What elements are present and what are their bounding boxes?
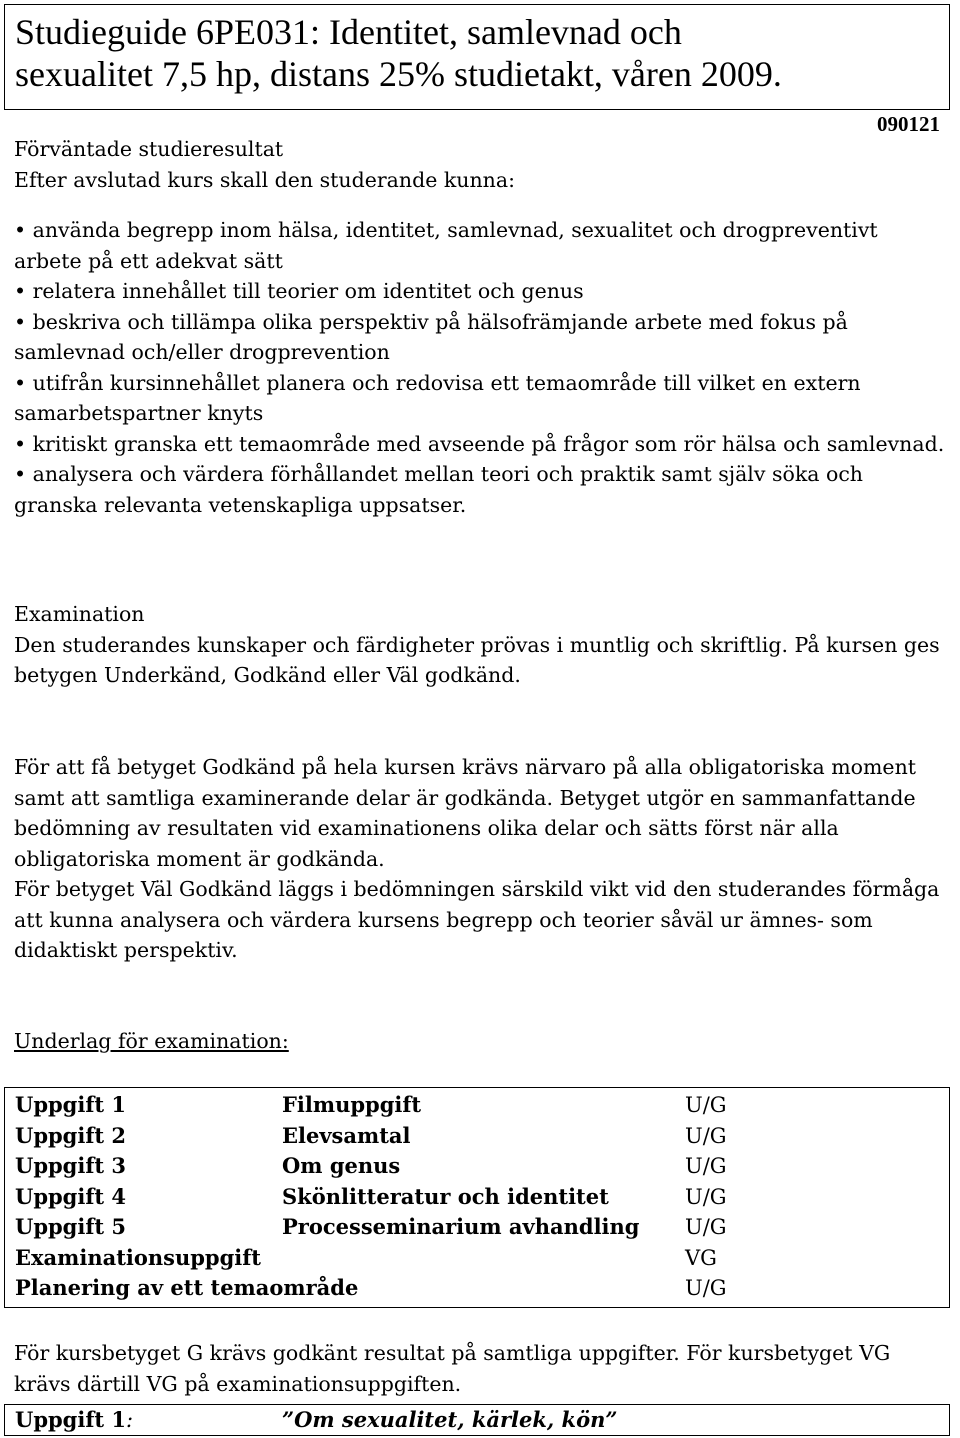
task1-label bbox=[15, 1405, 133, 1435]
task-grade: U/G bbox=[685, 1093, 727, 1117]
task-grade: U/G bbox=[685, 1215, 727, 1239]
table-row bbox=[5, 1121, 949, 1152]
task-grade: VG bbox=[685, 1245, 717, 1270]
task-label: Uppgift 3 bbox=[15, 1153, 126, 1178]
task-label: Uppgift 4 bbox=[15, 1183, 126, 1209]
task1-header-box bbox=[4, 1404, 950, 1436]
list-item: • analysera och värdera förhållandet mellan teori och praktik samt själv söka och granska relevanta vetenskapliga uppsatser. bbox=[14, 459, 949, 520]
task-label: Planering av ett temaområde bbox=[15, 1275, 359, 1300]
list-item: • utifrån kursinnehållet planera och redovisa ett temaområde till vilket en extern samarbetspartner knyts bbox=[14, 368, 949, 429]
outcomes-list-section bbox=[14, 215, 949, 520]
task-label: Uppgift 5 bbox=[15, 1214, 126, 1239]
list-item: • använda begrepp inom hälsa, identitet, samlevnad, sexualitet och drogpreventivt arbete på ett adekvat sätt bbox=[14, 215, 949, 276]
outcomes-list bbox=[14, 215, 949, 520]
task-name: Processeminarium avhandling bbox=[282, 1214, 640, 1239]
task1-title: ”Om sexualitet, kärlek, kön” bbox=[282, 1407, 618, 1432]
outcomes-heading: Förväntade studieresultat bbox=[14, 137, 284, 161]
outcomes-intro: Efter avslutad kurs skall den studerande kunna: bbox=[14, 167, 516, 192]
table-row bbox=[5, 1182, 949, 1213]
underlag-section bbox=[14, 1026, 949, 1057]
list-item: • relatera innehållet till teorier om identitet och genus bbox=[14, 276, 949, 307]
grading-note-section bbox=[14, 1338, 949, 1399]
document-title-box bbox=[4, 4, 950, 110]
table-row bbox=[5, 1212, 949, 1243]
task-grade: U/G bbox=[685, 1276, 727, 1300]
list-item: • kritiskt granska ett temaområde med avseende på frågor som rör hälsa och samlevnad. bbox=[14, 429, 949, 460]
document-date: 090121 bbox=[877, 112, 940, 136]
task-grade: U/G bbox=[685, 1184, 727, 1209]
task-name: Elevsamtal bbox=[282, 1122, 411, 1148]
grading-note: För kursbetyget G krävs godkänt resultat på samtliga uppgifter. För kursbetyget VG krävs därtill VG på examinationsuppgiften. bbox=[14, 1341, 891, 1396]
examination-heading: Examination bbox=[14, 602, 145, 626]
underlag-heading: Underlag för examination: bbox=[14, 1029, 289, 1053]
examination-paragraph-1: Den studerandes kunskaper och färdigheter prövas i muntlig och skriftlig. På kursen ges betygen Underkänd, Godkänd eller Väl godkänd. bbox=[14, 632, 940, 687]
table-row bbox=[5, 1273, 949, 1304]
outcomes-section bbox=[14, 134, 949, 195]
task1-colon: : bbox=[126, 1408, 134, 1432]
table-row bbox=[5, 1090, 949, 1121]
examination-paragraph-2: För att få betyget Godkänd på hela kursen krävs närvaro på alla obligatoriska moment samt att samtliga examinerande delar är godkända. Betyget utgör en sammanfattande bedömning av resultaten vid examinationens olika delar och sätts först när alla obligatoriska moment är godkända. bbox=[14, 755, 917, 871]
grading-criteria-section bbox=[14, 752, 949, 966]
examination-paragraph-3: För betyget Väl Godkänd läggs i bedömningen särskild vikt vid den studerandes förmåga att kunna analysera och värdera kursens begrepp och teorier såväl ur ämnes- som didaktiskt perspektiv. bbox=[14, 877, 940, 962]
task1-label-text: Uppgift 1 bbox=[15, 1407, 126, 1432]
task-name: Om genus bbox=[282, 1153, 401, 1178]
examination-section bbox=[14, 599, 949, 691]
document-title-line-1: Studieguide 6PE031: Identitet, samlevnad och bbox=[15, 12, 682, 52]
task-label: Uppgift 1 bbox=[15, 1092, 126, 1117]
assignments-table bbox=[4, 1087, 950, 1308]
task-label: Uppgift 2 bbox=[15, 1122, 126, 1148]
list-item: • beskriva och tillämpa olika perspektiv på hälsofrämjande arbete med fokus på samlevnad och/eller drogprevention bbox=[14, 307, 949, 368]
task-name: Filmuppgift bbox=[282, 1092, 422, 1117]
task-name: Skönlitteratur och identitet bbox=[282, 1183, 609, 1209]
task-label: Examinationsuppgift bbox=[15, 1244, 262, 1270]
document-title-line-2: sexualitet 7,5 hp, distans 25% studietakt, våren 2009. bbox=[15, 54, 782, 94]
table-row bbox=[5, 1243, 949, 1274]
task-grade: U/G bbox=[685, 1154, 727, 1178]
task-grade: U/G bbox=[685, 1123, 727, 1148]
table-row bbox=[5, 1151, 949, 1182]
